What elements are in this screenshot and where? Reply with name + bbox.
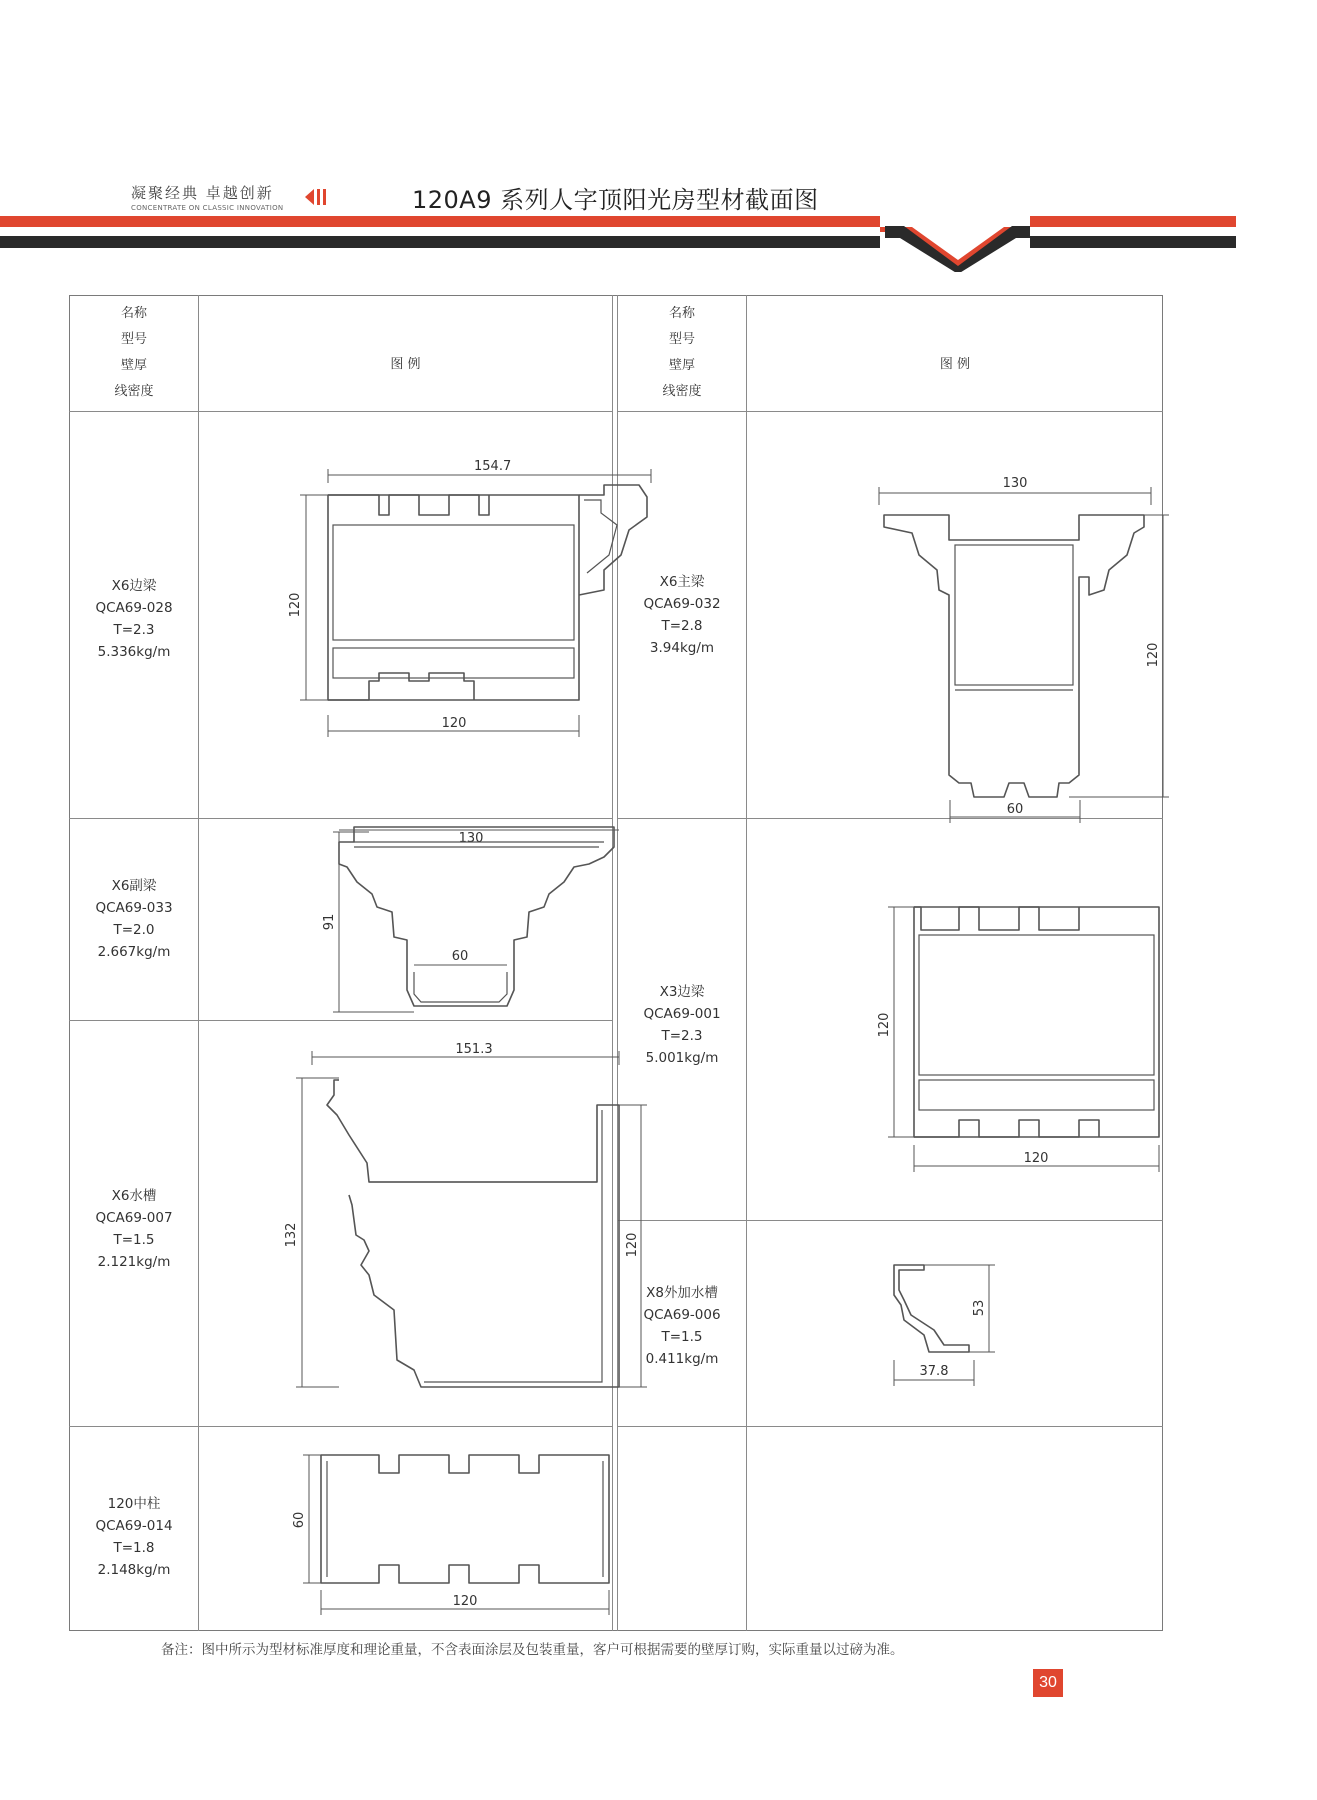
profile-model: QCA69-006 — [643, 1307, 721, 1323]
brand-slogan — [131, 182, 283, 212]
profile-drawing-x6-main-beam — [759, 465, 1159, 815]
label-thickness: 壁厚 — [668, 358, 695, 373]
profile-thickness: T=2.0 — [113, 922, 155, 938]
profile-drawing-x6-secondary-beam — [209, 822, 609, 1017]
profile-model: QCA69-028 — [95, 600, 173, 616]
label-density: 线密度 — [662, 384, 702, 399]
profile-drawing-x6-edge-beam — [209, 455, 609, 815]
legend-heading: 图 例 — [939, 357, 971, 372]
profile-catalog-table — [69, 295, 1163, 1631]
table-divider — [69, 818, 613, 819]
profile-name: 120中柱 — [107, 1496, 161, 1512]
brand-slogan-en: CONCENTRATE ON CLASSIC INNOVATION — [131, 204, 284, 212]
profile-density: 5.001kg/m — [645, 1050, 719, 1066]
profile-model: QCA69-007 — [95, 1210, 173, 1226]
dimension-label: 53 — [972, 1299, 987, 1317]
profile-info-120-center-post — [70, 1493, 198, 1581]
label-density: 线密度 — [114, 384, 154, 399]
profile-thickness: T=1.8 — [113, 1540, 155, 1556]
page-title: 120A9 系列人字顶阳光房型材截面图 — [412, 186, 819, 214]
label-thickness: 壁厚 — [120, 358, 147, 373]
profile-name: X8外加水槽 — [646, 1285, 718, 1301]
profile-name: X6水槽 — [111, 1188, 157, 1204]
table-divider — [746, 295, 747, 1631]
profile-thickness: T=2.3 — [661, 1028, 703, 1044]
profile-name: X6副梁 — [111, 878, 157, 894]
table-divider — [69, 1426, 613, 1427]
profile-density: 2.667kg/m — [97, 944, 171, 960]
dimension-label: 130 — [1002, 476, 1028, 491]
dimension-label: 60 — [292, 1511, 307, 1529]
profile-model: QCA69-033 — [95, 900, 173, 916]
profile-thickness: T=1.5 — [113, 1232, 155, 1248]
profile-info-x8-extra-gutter — [618, 1282, 746, 1370]
header-field-labels — [618, 301, 746, 405]
profile-density: 3.94kg/m — [649, 640, 715, 656]
table-divider — [617, 1220, 1163, 1221]
dimension-label: 120 — [625, 1232, 640, 1258]
profile-drawing-120-center-post — [209, 1435, 609, 1625]
footnote: 备注：图中所示为型材标准厚度和理论重量，不含表面涂层及包装重量，客户可根据需要的壁厚订购，实际重量以过磅为准。 — [161, 1642, 904, 1658]
profile-model: QCA69-014 — [95, 1518, 173, 1534]
profile-drawing-x6-gutter — [209, 1035, 640, 1420]
profile-density: 0.411kg/m — [645, 1351, 719, 1367]
table-divider — [617, 818, 1163, 819]
profile-info-x3-edge-beam — [618, 981, 746, 1069]
profile-density: 2.121kg/m — [97, 1254, 171, 1270]
dimension-label: 132 — [284, 1222, 299, 1248]
profile-name: X6边梁 — [111, 578, 157, 594]
dimension-label: 120 — [1146, 642, 1161, 668]
profile-drawing-x8-extra-gutter — [849, 1230, 1129, 1420]
dimension-label: 60 — [451, 949, 469, 964]
profile-model: QCA69-032 — [643, 596, 721, 612]
profile-drawing-x3-edge-beam — [759, 875, 1159, 1215]
profile-name: X6主梁 — [659, 574, 705, 590]
profile-info-x6-gutter — [70, 1185, 198, 1273]
brand-slogan-cn: 凝聚经典 卓越创新 — [131, 184, 274, 202]
label-name: 名称 — [668, 306, 695, 321]
dimension-label: 130 — [458, 831, 484, 846]
profile-thickness: T=2.8 — [661, 618, 703, 634]
profile-thickness: T=1.5 — [661, 1329, 703, 1345]
label-model: 型号 — [120, 332, 147, 347]
profile-density: 5.336kg/m — [97, 644, 171, 660]
dimension-label: 37.8 — [919, 1364, 949, 1379]
label-name: 名称 — [120, 306, 147, 321]
profile-thickness: T=2.3 — [113, 622, 155, 638]
dimension-label: 120 — [452, 1594, 478, 1609]
profile-name: X3边梁 — [659, 984, 705, 1000]
dimension-label: 151.3 — [455, 1042, 493, 1057]
profile-info-x6-edge-beam — [70, 575, 198, 663]
table-divider — [617, 1426, 1163, 1427]
profile-info-x6-secondary-beam — [70, 875, 198, 963]
table-divider — [617, 295, 618, 1631]
header-stripe-band — [0, 212, 1236, 272]
dimension-label: 60 — [1006, 802, 1024, 817]
dimension-label: 120 — [441, 716, 467, 731]
header-field-labels — [70, 301, 198, 405]
table-divider — [69, 411, 613, 412]
profile-density: 2.148kg/m — [97, 1562, 171, 1578]
profile-info-x6-main-beam — [618, 571, 746, 659]
table-divider — [617, 411, 1163, 412]
brand-arrow-icon — [305, 186, 333, 208]
table-divider — [69, 1020, 613, 1021]
dimension-label: 120 — [288, 592, 303, 618]
table-divider — [198, 295, 199, 1631]
dimension-label: 120 — [877, 1012, 892, 1038]
dimension-label: 120 — [1023, 1151, 1049, 1166]
label-model: 型号 — [668, 332, 695, 347]
legend-heading: 图 例 — [390, 357, 421, 372]
page-number: 30 — [1033, 1669, 1063, 1697]
table-divider — [612, 295, 613, 1631]
dimension-label: 91 — [322, 913, 337, 931]
profile-model: QCA69-001 — [643, 1006, 721, 1022]
dimension-label: 154.7 — [474, 459, 512, 474]
